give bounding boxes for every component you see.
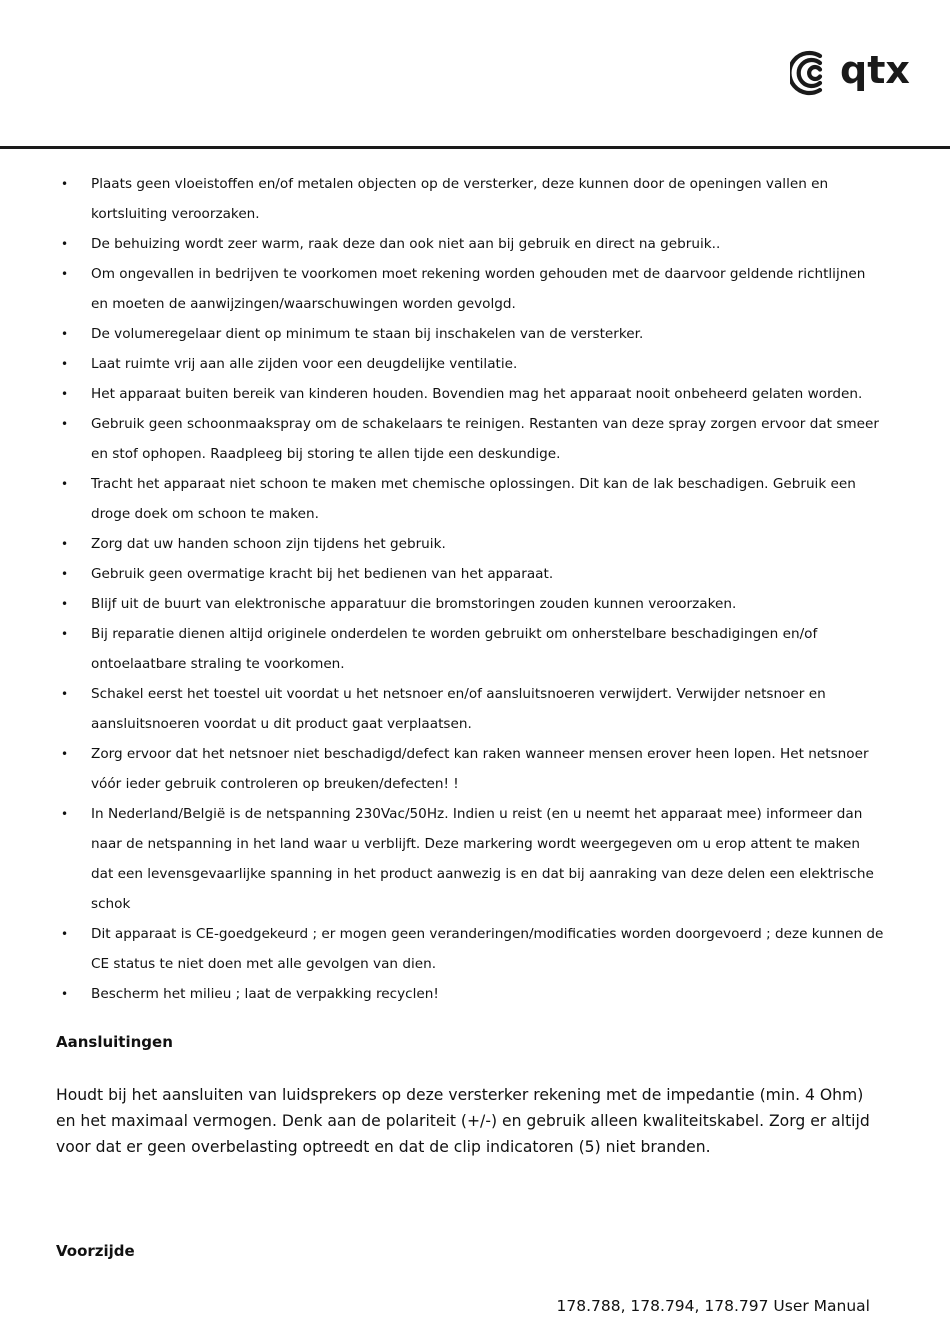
bullet-icon: • <box>61 627 69 641</box>
bullet-icon: • <box>61 267 69 281</box>
list-item-text: Blijf uit de buurt van elektronische apparatuur die bromstoringen zouden kunnen veroorzaken. <box>91 596 737 612</box>
list-item <box>56 589 886 619</box>
bullet-icon: • <box>61 567 69 581</box>
list-item <box>56 259 886 319</box>
list-item <box>56 619 886 679</box>
header-divider <box>0 146 950 149</box>
list-item-text: Plaats geen vloeistoffen en/of metalen objecten op de versterker, deze kunnen door de openingen vallen en kortsluiting veroorzaken. <box>91 176 829 222</box>
bullet-icon: • <box>61 807 69 821</box>
brand-logo <box>790 50 910 96</box>
list-item-text: Bij reparatie dienen altijd originele onderdelen te worden gebruikt om onherstelbare beschadigingen en/of ontoelaatbare straling te voorkomen. <box>91 626 818 672</box>
list-item <box>56 169 886 229</box>
list-item <box>56 919 886 979</box>
logo-text: qtx <box>840 48 910 92</box>
bullet-icon: • <box>61 537 69 551</box>
footer-manual-label: 178.788, 178.794, 178.797 User Manual <box>556 1297 870 1315</box>
bullet-icon: • <box>61 357 69 371</box>
list-item-text: Om ongevallen in bedrijven te voorkomen moet rekening worden gehouden met de daarvoor geldende richtlijnen en moeten de aanwijzingen/waarschuwingen worden gevolgd. <box>91 266 866 312</box>
list-item <box>56 979 886 1009</box>
list-item-text: Zorg ervoor dat het netsnoer niet beschadigd/defect kan raken wanneer mensen erover heen lopen. Het netsnoer vóór ieder gebruik controleren op breuken/defecten! ! <box>91 746 869 792</box>
safety-list <box>56 169 886 1009</box>
bullet-icon: • <box>61 747 69 761</box>
bullet-icon: • <box>61 417 69 431</box>
bullet-icon: • <box>61 177 69 191</box>
section-title-voorzijde: Voorzijde <box>56 1242 135 1260</box>
list-item-text: De volumeregelaar dient op minimum te staan bij inschakelen van de versterker. <box>91 326 644 342</box>
list-item <box>56 349 886 379</box>
list-item-text: Gebruik geen schoonmaakspray om de schakelaars te reinigen. Restanten van deze spray zorgen ervoor dat smeer en stof ophopen. Raadpleeg bij storing te allen tijde een deskundige. <box>91 416 879 462</box>
bullet-icon: • <box>61 237 69 251</box>
qtx-logo-icon <box>790 50 836 96</box>
bullet-icon: • <box>61 987 69 1001</box>
list-item <box>56 559 886 589</box>
list-item <box>56 229 886 259</box>
list-item <box>56 679 886 739</box>
list-item-text: Gebruik geen overmatige kracht bij het bedienen van het apparaat. <box>91 566 554 582</box>
list-item-text: Schakel eerst het toestel uit voordat u het netsnoer en/of aansluitsnoeren verwijdert. Verwijder netsnoer en aansluitsnoeren voordat u dit product gaat verplaatsen. <box>91 686 826 732</box>
list-item <box>56 529 886 559</box>
list-item-text: Laat ruimte vrij aan alle zijden voor een deugdelijke ventilatie. <box>91 356 518 372</box>
list-item <box>56 409 886 469</box>
bullet-icon: • <box>61 927 69 941</box>
list-item-text: Dit apparaat is CE-goedgekeurd ; er mogen geen veranderingen/modificaties worden doorgevoerd ; deze kunnen de CE status te niet doen met alle gevolgen van dien. <box>91 926 884 972</box>
bullet-icon: • <box>61 477 69 491</box>
list-item <box>56 379 886 409</box>
section-title-aansluitingen: Aansluitingen <box>56 1033 173 1051</box>
list-item <box>56 799 886 919</box>
aansluitingen-paragraph: Houdt bij het aansluiten van luidsprekers op deze versterker rekening met de impedantie (min. 4 Ohm) en het maximaal vermogen. Denk aan de polariteit (+/-) en gebruik alleen kwaliteitskabel. Zorg er altijd voor dat er geen overbelasting optreedt en dat de clip indicatoren (5) niet branden. <box>56 1086 870 1156</box>
list-item <box>56 739 886 799</box>
list-item-text: Bescherm het milieu ; laat de verpakking recyclen! <box>91 986 439 1002</box>
list-item-text: Zorg dat uw handen schoon zijn tijdens het gebruik. <box>91 536 446 552</box>
bullet-icon: • <box>61 387 69 401</box>
list-item <box>56 469 886 529</box>
bullet-icon: • <box>61 327 69 341</box>
list-item-text: Tracht het apparaat niet schoon te maken met chemische oplossingen. Dit kan de lak beschadigen. Gebruik een droge doek om schoon te maken. <box>91 476 856 522</box>
bullet-icon: • <box>61 597 69 611</box>
list-item-text: De behuizing wordt zeer warm, raak deze dan ook niet aan bij gebruik en direct na gebruik.. <box>91 236 721 252</box>
list-item-text: In Nederland/België is de netspanning 230Vac/50Hz. Indien u reist (en u neemt het apparaat mee) informeer dan naar de netspanning in het land waar u verblijft. Deze markering wordt weergegeven om u erop attent te maken dat een levensgevaarlijke spanning in het product aanwezig is en dat bij aanraking van deze delen een elektrische schok <box>91 806 874 912</box>
list-item <box>56 319 886 349</box>
bullet-icon: • <box>61 687 69 701</box>
list-item-text: Het apparaat buiten bereik van kinderen houden. Bovendien mag het apparaat nooit onbeheerd gelaten worden. <box>91 386 863 402</box>
